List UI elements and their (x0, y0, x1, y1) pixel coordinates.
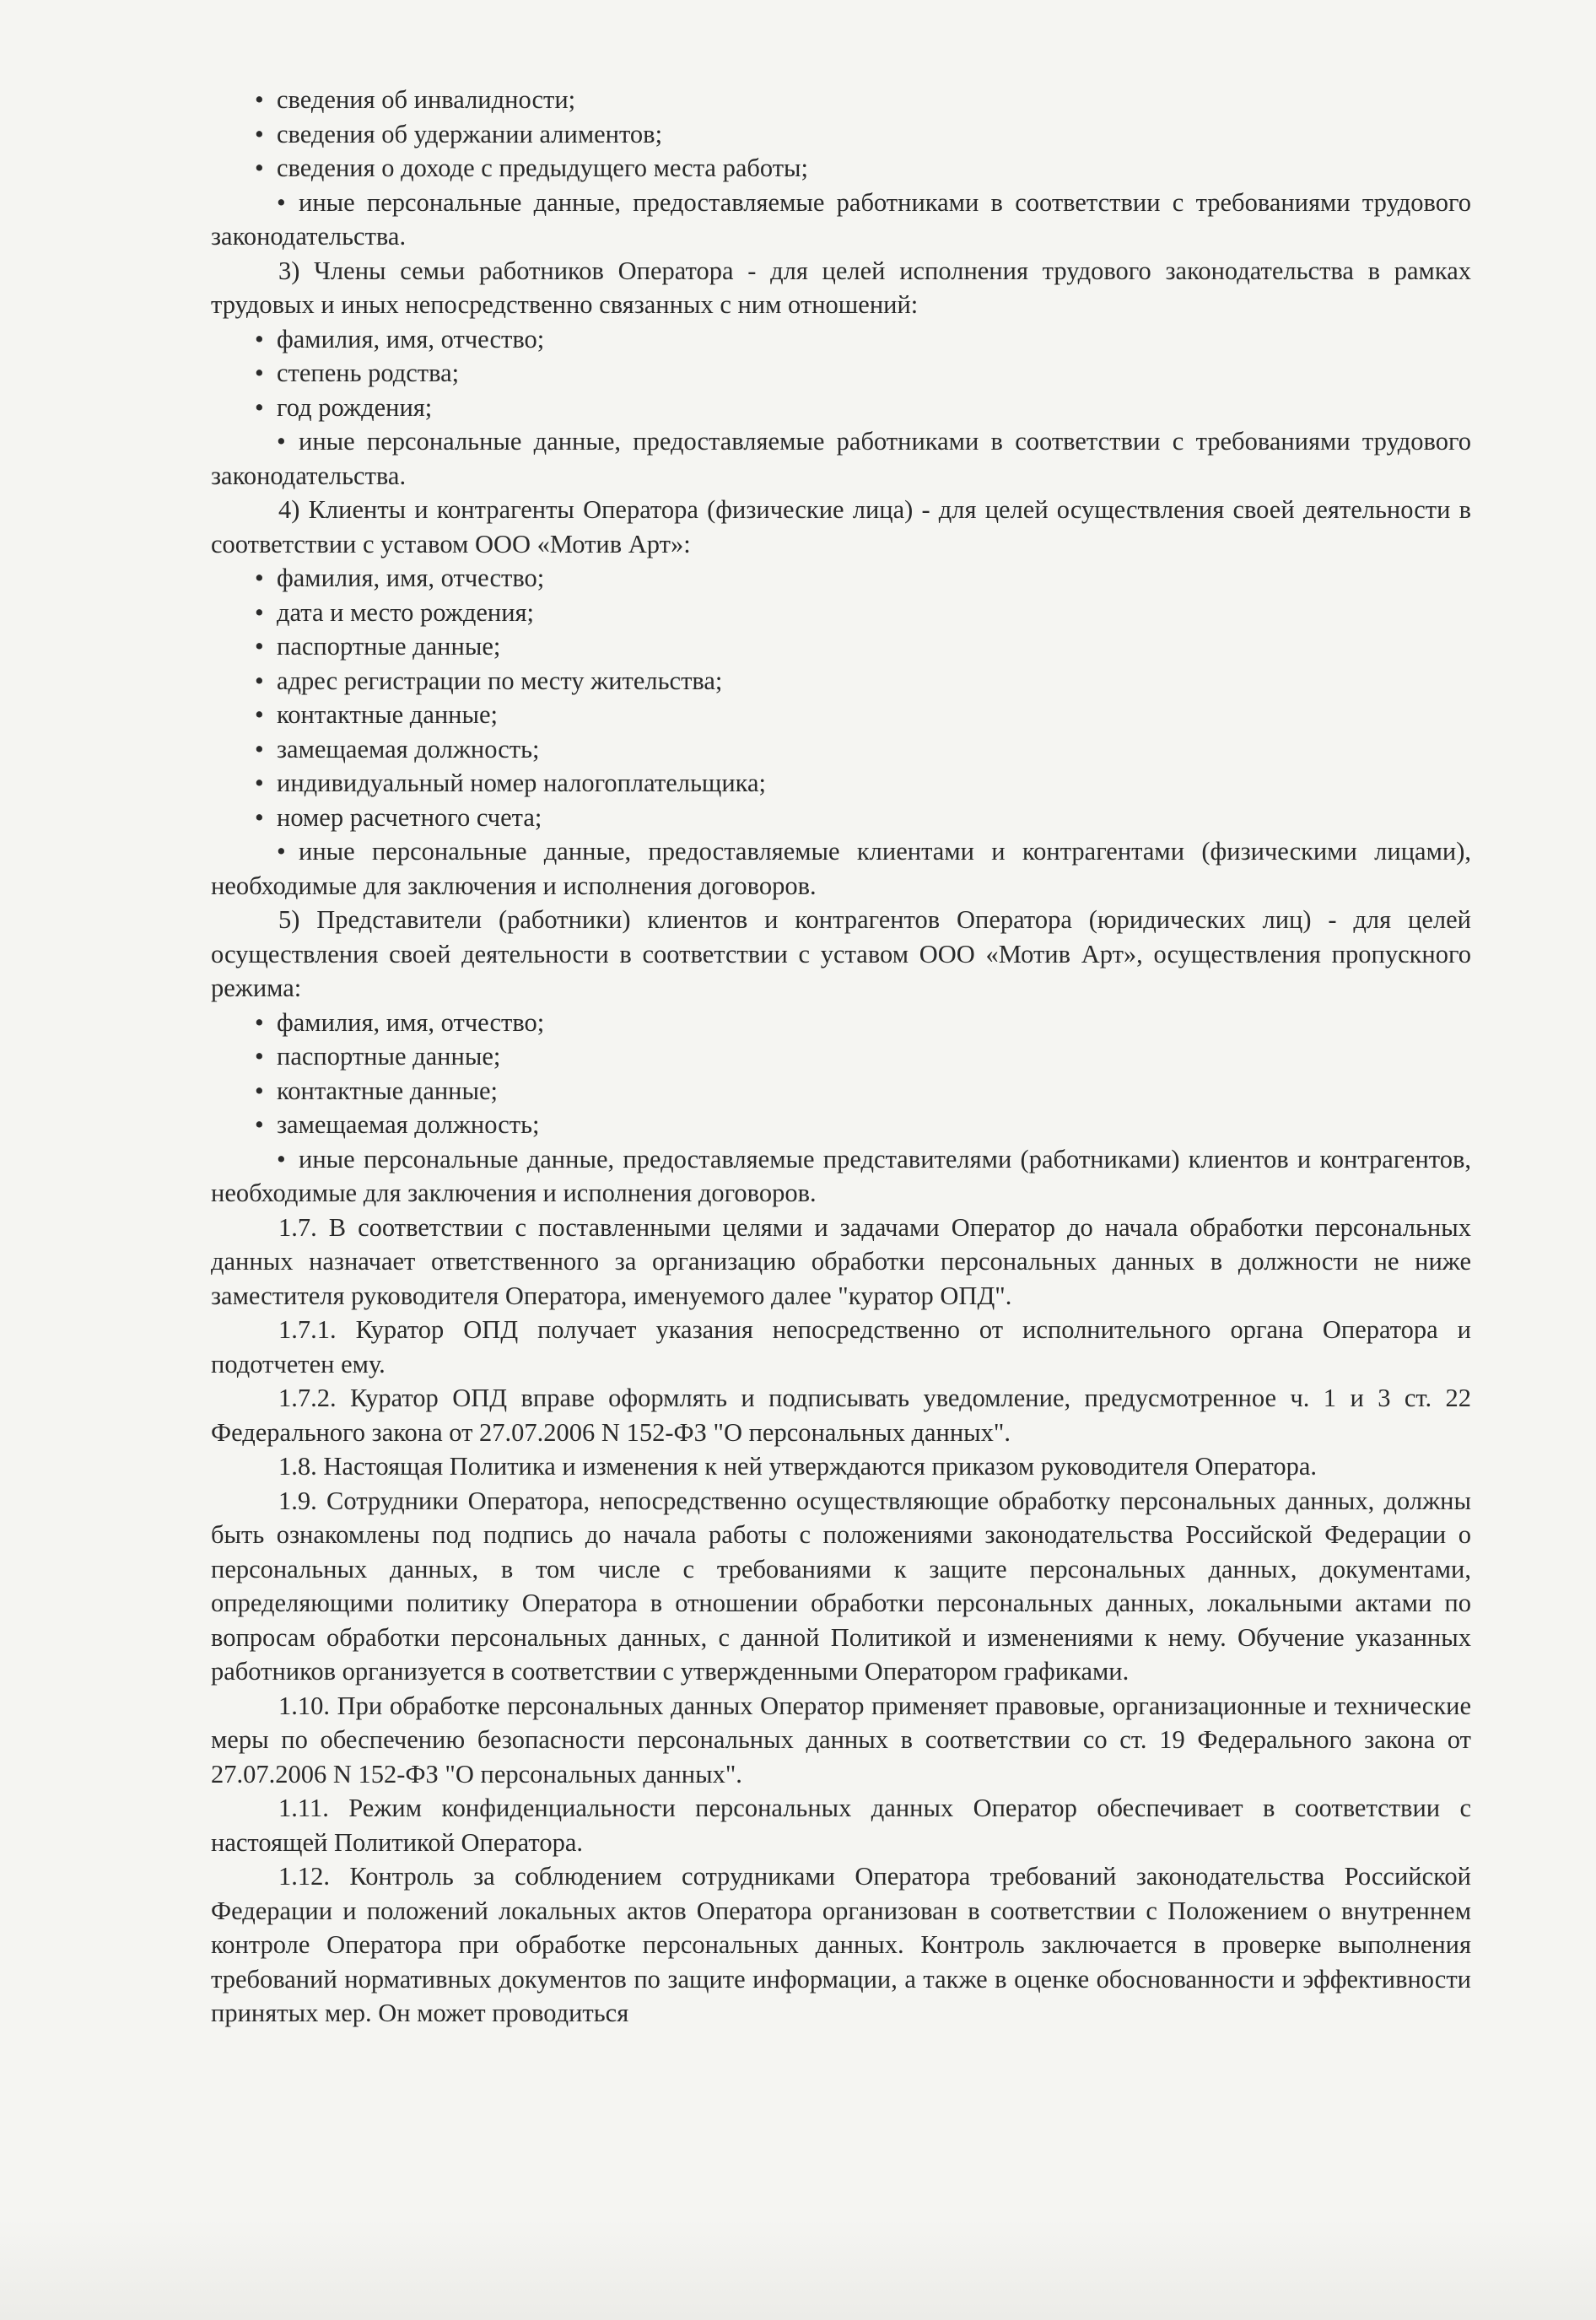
bullet-item: • замещаемая должность; (211, 1108, 1471, 1142)
paragraph-1-7-2: 1.7.2. Куратор ОПД вправе оформлять и подписывать уведомление, предусмотренное ч. 1 и 3 ст. 22 Федерального закона от 27.07.2006 N 152-ФЗ "О персональных данных". (211, 1384, 1471, 1447)
section-item-4: 4) Клиенты и контрагенты Оператора (физические лица) - для целей осуществления своей деятельности в соответствии с уставом ООО «Мотив Арт»: (211, 495, 1471, 558)
bullet-item: • замещаемая должность; (211, 732, 1471, 767)
bullet-item: • иные персональные данные, предоставляемые представителями (работниками) клиентов и контрагентов, необходимые для заключения и исполнения договоров. (211, 1142, 1471, 1211)
bullet-item: • контактные данные; (211, 698, 1471, 732)
bullet-item: • фамилия, имя, отчество; (211, 322, 1471, 357)
bullet-item: • номер расчетного счета; (211, 801, 1471, 835)
paragraph-1-12: 1.12. Контроль за соблюдением сотрудниками Оператора требований законодательства Российской Федерации и положений локальных актов Оператора организован в соответствии с Положением о внутреннем контроле Оператора при обработке персональных данных. Контроль заключается в проверке выполнения требований нормативных документов по защите информации, а также в оценке обоснованности и эффективности принятых мер. Он может проводиться (211, 1862, 1471, 2027)
bullet-item: • дата и место рождения; (211, 596, 1471, 630)
bullet-item: • год рождения; (211, 391, 1471, 425)
bullet-item: • иные персональные данные, предоставляемые работниками в соответствии с требованиями трудового законодательства. (211, 186, 1471, 254)
paragraph-1-7: 1.7. В соответствии с поставленными целями и задачами Оператор до начала обработки персональных данных назначает ответственного за организацию обработки персональных данных в должности не ниже заместителя руководителя Оператора, именуемого далее "куратор ОПД". (211, 1212, 1471, 1310)
bullet-item: • фамилия, имя, отчество; (211, 561, 1471, 596)
paragraph-1-7-1: 1.7.1. Куратор ОПД получает указания непосредственно от исполнительного органа Оператора и подотчетен ему. (211, 1315, 1471, 1379)
bullet-item: • адрес регистрации по месту жительства; (211, 664, 1471, 699)
paragraph-1-11: 1.11. Режим конфиденциальности персональных данных Оператор обеспечивает в соответствии с настоящей Политикой Оператора. (211, 1794, 1471, 1857)
bullet-item: • сведения об удержании алиментов; (211, 117, 1471, 152)
paragraph-1-8: 1.8. Настоящая Политика и изменения к ней утверждаются приказом руководителя Оператора. (278, 1452, 1317, 1481)
paragraph-1-9: 1.9. Сотрудники Оператора, непосредственно осуществляющие обработку персональных данных, должны быть ознакомлены под подпись до начала работы с положениями законодательства Российской Федерации о персональных данных, в том числе с требованиями к защите персональных данных, документами, определяющими политику Оператора в отношении обработки персональных данных, локальными актами по вопросам обработки персональных данных, с данной Политикой и изменениями к нему. Обучение указанных работников организуется в соответствии с утвержденными Оператором графиками. (211, 1486, 1471, 1686)
bullet-item: • иные персональные данные, предоставляемые работниками в соответствии с требованиями трудового законодательства. (211, 424, 1471, 493)
bullet-item: • паспортные данные; (211, 1039, 1471, 1074)
section-item-5: 5) Представители (работники) клиентов и контрагентов Оператора (юридических лиц) - для целей осуществления своей деятельности в соответствии с уставом ООО «Мотив Арт», осуществления пропускного режима: (211, 905, 1471, 1002)
bullet-item: • фамилия, имя, отчество; (211, 1006, 1471, 1040)
section-item-3: 3) Члены семьи работников Оператора - для целей исполнения трудового законодательства в рамках трудовых и иных непосредственно связанных с ним отношений: (211, 256, 1471, 319)
paragraph-1-10: 1.10. При обработке персональных данных Оператор применяет правовые, организационные и технические меры по обеспечению безопасности персональных данных в соответствии со ст. 19 Федерального закона от 27.07.2006 N 152-ФЗ "О персональных данных". (211, 1691, 1471, 1789)
bullet-item: • иные персональные данные, предоставляемые клиентами и контрагентами (физическими лицами), необходимые для заключения и исполнения договоров. (211, 834, 1471, 903)
bullet-item: • индивидуальный номер налогоплательщика; (211, 766, 1471, 801)
bullet-item: • контактные данные; (211, 1074, 1471, 1109)
bullet-item: • сведения об инвалидности; (211, 83, 1471, 117)
bullet-item: • степень родства; (211, 356, 1471, 391)
bullet-item: • сведения о доходе с предыдущего места работы; (211, 151, 1471, 186)
bullet-item: • паспортные данные; (211, 629, 1471, 664)
